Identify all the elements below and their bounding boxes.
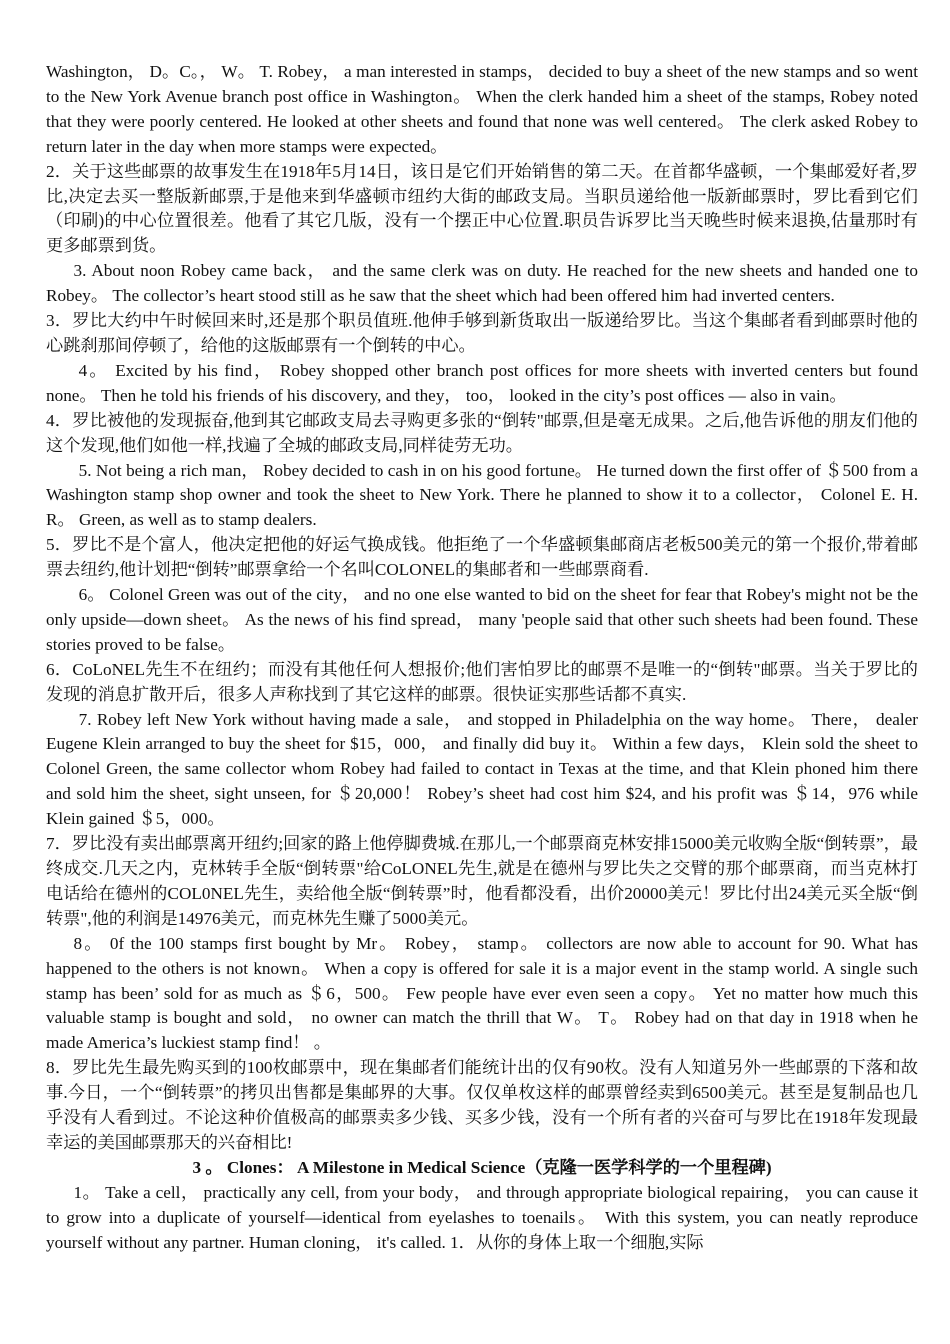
paragraph-5-english: 5. Not being a rich man， Robey decided to cash in on his good fortune。 He turned down the first offer of ＄500 from a Washington stamp shop owner and took the sheet to New York. There he planned to show it to a collector， Colonel E. H. R。 Green, as well as to stamp dealers. [46,460,918,530]
paragraph-1-english: Washington， D。C。， W。 T. Robey， a man interested in stamps， decided to buy a sheet of the new stamps and so went to the New York Avenue branch post office in Washington。 When the clerk handed him a sheet of the stamps, Robey noted that they were poorly centered. He looked at other sheets and found that none was well centered。 The clerk asked Robey to return later in the day when more stamps were expected。 [46,62,918,156]
paragraph-2-chinese: 2．关于这些邮票的故事发生在1918年5月14日，该日是它们开始销售的第二天。在首都华盛顿，一个集邮爱好者,罗比,决定去买一整版新邮票,于是他来到华盛顿市纽约大街的邮政支局。当职员递给他一版新邮票时，罗比看到它们（印刷)的中心位置很差。他看了其它几版，没有一个摆正中心位置.职员告诉罗比当天晚些时候来退换,估量那时有更多邮票到货。 [46,161,918,256]
paragraph-5-chinese: 5．罗比不是个富人，他决定把他的好运气换成钱。他拒绝了一个华盛顿集邮商店老板500美元的第一个报价,带着邮票去纽约,他计划把“倒转”邮票拿给一个名叫COLONEL的集邮者和一些邮票商看. [46,535,918,580]
paragraph-3-chinese: 3．罗比大约中午时候回来时,还是那个职员值班.他伸手够到新货取出一版递给罗比。当这个集邮者看到邮票时他的心跳刹那间停顿了，给他的这版邮票有一个倒转的中心。 [46,311,918,355]
final-paragraph: 1。 Take a cell， practically any cell, from your body， and through appropriate biological repairing， you can cause it to grow into a duplicate of yourself—identical from eyelashes to toenails。 With this system, you can neatly reproduce yourself without any partner. Human cloning， it's called. 1．从你的身体上取一个细胞,实际 [46,1182,918,1252]
paragraph-6-chinese: 6．CoLoNEL先生不在纽约；而没有其他任何人想报价;他们害怕罗比的邮票不是唯一的“倒转"邮票。当关于罗比的发现的消息扩散开后，很多人声称找到了其它这样的邮票。很快证实那些话都不真实. [46,659,918,704]
paragraph-8-chinese: 8．罗比先生最先购买到的100枚邮票中，现在集邮者们能统计出的仅有90枚。没有人知道另外一些邮票的下落和故事.今日，一个“倒转票”的拷贝出售都是集邮界的大事。仅仅单枚这样的邮票曾经卖到6500美元。甚至是复制品也几乎没有人看到过。不论这种价值极高的邮票卖多少钱、买多少钱，没有一个所有者的兴奋可与罗比在1918年发现最幸运的美国邮票那天的兴奋相比! [46,1058,918,1152]
paragraph-4-chinese: 4．罗比被他的发现振奋,他到其它邮政支局去寻购更多张的“倒转"邮票,但是毫无成果。之后,他告诉他的朋友们他的这个发现,他们如他一样,找遍了全城的邮政支局,同样徒劳无功。 [46,410,918,455]
paragraph-6-english: 6。 Colonel Green was out of the city， and no one else wanted to bid on the sheet for fear that Robey's might not be the only upside—down sheet。 As the news of his find spread， many 'people said that other such sheets had been found. These stories proved to be false。 [46,585,918,654]
paragraph-3-english: 3. About noon Robey came back， and the same clerk was on duty. He reached for the new sheets and handed one to Robey。 The collector’s heart stood still as he saw that the sheet which had been offered him had inverted centers. [46,261,918,306]
paragraph-8-english: 8。 0f the 100 stamps first bought by Mr。 Robey， stamp。 collectors are now able to account for 90. What has happened to the others is not known。 When a copy is offered for sale it is a major event in the stamp world. A single such stamp has been’ sold for as much as ＄6，500。 Few people have ever even seen a copy。 Yet no matter how much this valuable stamp is bought and sold， no owner can match the thrill that W。 T。 Robey had on that day in 1918 when he made America’s luckiest stamp find！ 。 [46,933,918,1053]
document-page [46,60,918,1256]
paragraph-7-chinese: 7．罗比没有卖出邮票离开纽约;回家的路上他停脚费城.在那儿,一个邮票商克林安排15000美元收购全版“倒转票”，最终成交.几天之内，克林转手全版“倒转票"给CoLONEL先生,就是在德州与罗比失之交臂的那个邮票商，而当克林打电话给在德州的COL0NEL先生，卖给他全版“倒转票”时，他看都没看，出价20000美元！罗比付出24美元买全版“倒转票",他的利润是14976美元，而克林先生赚了5000美元。 [46,834,918,928]
paragraph-4-english: 4。 Excited by his find， Robey shopped other branch post offices for more sheets with inverted centers but found none。 Then he told his friends of his discovery, and they， too， looked in the city’s post offices — also in vain。 [46,360,918,405]
paragraph-7-english: 7. Robey left New York without having made a sale， and stopped in Philadelphia on the way home。 There， dealer Eugene Klein arranged to buy the sheet for $15，000， and finally did buy it。 Within a few days， Klein sold the sheet to Colonel Green, the same collector whom Robey had failed to contact in Texas at the time, and that Klein phoned him there and sold him the sheet, sight unseen, for ＄20,000！ Robey’s sheet had cost him $24, and his profit was ＄14，976 while Klein gained ＄5，000。 [46,709,918,829]
section-heading: 3 。 Clones： A Milestone in Medical Science（克隆一医学科学的一个里程碑) [192,1157,772,1177]
